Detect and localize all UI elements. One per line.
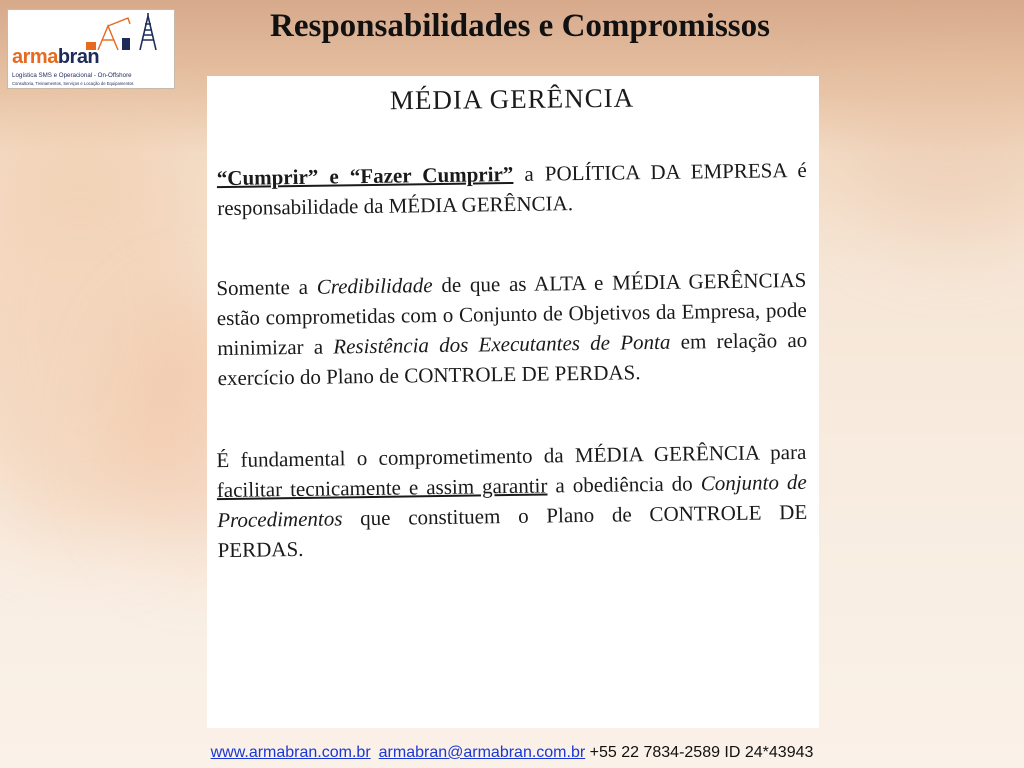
slide-title: Responsabilidades e Compromissos [270, 8, 770, 44]
logo-subtagline: Consultoria, Treinamentos, Serviços e Locação de Equipamentos [12, 81, 134, 86]
paragraph-1 [217, 155, 808, 223]
paragraph-text: Somente a [216, 274, 317, 301]
logo-brand: armabran [12, 46, 100, 68]
scanned-document [207, 76, 819, 728]
underlined-phrase: “Cumprir” e “Fazer Cumprir” [216, 161, 514, 191]
italic-phrase: Resistência dos Executantes de Ponta [333, 329, 671, 359]
phone-number: +55 22 7834-2589 ID 24*43943 [589, 744, 814, 761]
paragraph-text: de que as ALTA e MÉDIA GERÊNCIAS estão comprometidas com o Conjunto de Objetivos da Empresa, pode minimizar a [216, 267, 807, 361]
paragraph-text: a obediência do [547, 471, 701, 498]
underlined-phrase: facilitar tecnicamente e assim garantir [216, 473, 548, 503]
paragraph-3 [216, 437, 808, 565]
italic-phrase: Conjunto de Procedimentos [217, 469, 807, 533]
document-heading: MÉDIA GERÊNCIA [389, 82, 635, 116]
email-link[interactable]: armabran@armabran.com.br [378, 744, 586, 761]
footer-contact [0, 744, 1024, 762]
logo-tagline: Logística SMS e Operacional - On-Offshore [12, 72, 132, 79]
paragraph-2 [216, 265, 808, 393]
italic-phrase: Credibilidade [316, 273, 433, 299]
website-link[interactable]: www.armabran.com.br [210, 744, 371, 761]
paragraph-text: É fundamental o comprometimento da MÉDIA GERÊNCIA para [216, 439, 807, 473]
company-logo [7, 9, 175, 89]
paragraph-text: que constituem o Plano de CONTROLE DE PERDAS. [217, 499, 808, 563]
background-haze [840, 60, 1024, 240]
paragraph-text: em relação ao exercício do Plano de CONTROLE DE PERDAS. [217, 327, 808, 391]
paragraph-text: a POLÍTICA DA EMPRESA é responsabilidade da MÉDIA GERÊNCIA. [217, 157, 807, 221]
